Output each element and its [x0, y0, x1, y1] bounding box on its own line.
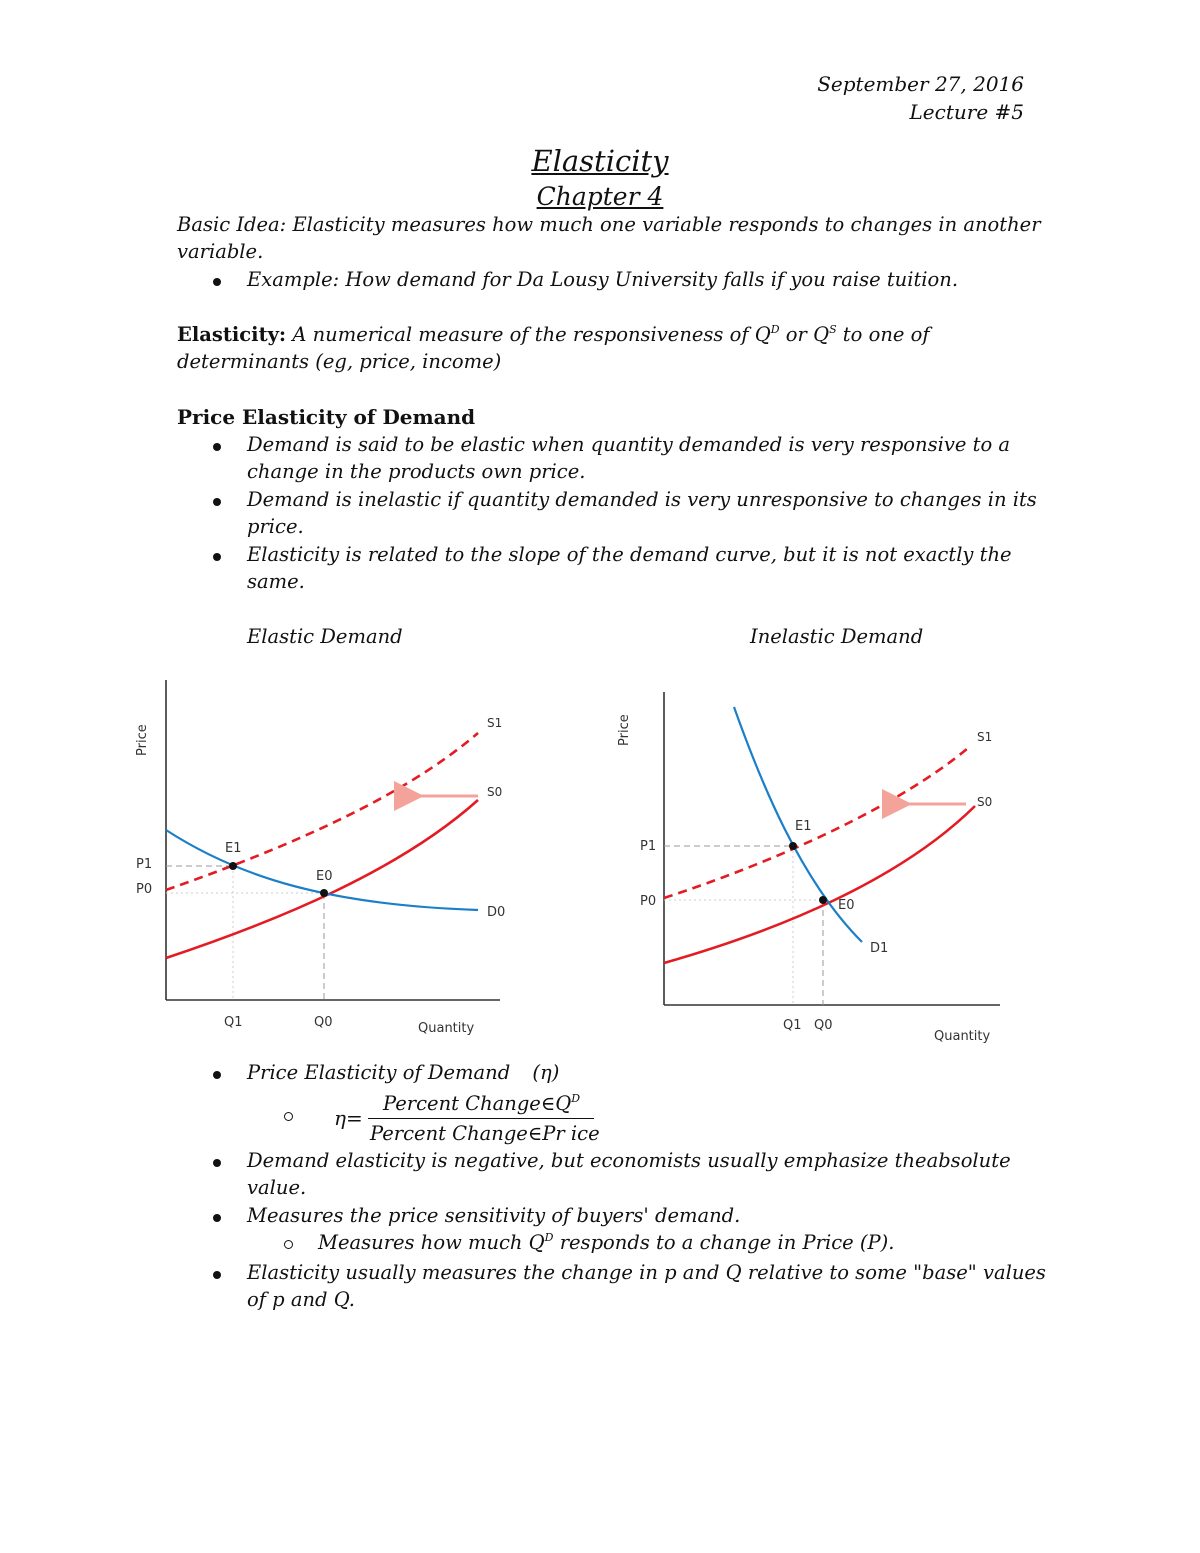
ped-bullet3-line1: Elasticity is related to the slope of the demand curve, but it is not exactly the [247, 543, 1012, 566]
x-axis-label: Quantity [934, 1029, 991, 1044]
ped-bullet2-line1: Demand is inelastic if quantity demanded is very unresponsive to changes in its [247, 488, 1037, 511]
tick-q0: Q0 [814, 1018, 833, 1033]
y-axis-label: Price [617, 714, 632, 746]
formula-bullet4-line2: of p and Q. [247, 1288, 355, 1311]
sub-text-b: responds to a change in Price (P). [553, 1231, 895, 1254]
page-title: Elasticity [531, 144, 669, 178]
label-e0: E0 [838, 898, 855, 913]
formula-denominator: Percent Change∈Pr ice [370, 1122, 600, 1145]
y-axis-label: Price [135, 724, 150, 756]
ped-bullet3-line2: same. [247, 570, 305, 593]
tick-p1: P1 [136, 857, 153, 872]
ped-formula-label: Price Elasticity of Demand [247, 1061, 511, 1084]
chapter-title: Chapter 4 [536, 182, 664, 211]
fraction-bar [368, 1118, 594, 1119]
formula-bullet3: Measures the price sensitivity of buyers' demand. [247, 1204, 741, 1227]
tick-p0: P0 [136, 882, 153, 897]
sub-text-a: Measures how much Q [318, 1231, 545, 1254]
sup-d: D [770, 323, 780, 336]
label-d0: D0 [487, 905, 506, 920]
ped-bullet2-line2: price. [247, 515, 304, 538]
formula-bullet4-line1: Elasticity usually measures the change in p and Q relative to some "base" values [247, 1261, 1046, 1284]
inelastic-demand-caption: Inelastic Demand [750, 625, 924, 648]
label-s0: S0 [487, 785, 503, 799]
series-s0 [664, 806, 975, 963]
point-e0 [819, 896, 827, 904]
elastic-chart [135, 680, 505, 1036]
label-s0: S0 [977, 795, 993, 809]
point-e0 [320, 889, 328, 897]
elastic-demand-caption: Elastic Demand [247, 625, 403, 648]
eta-equals: η= [334, 1106, 363, 1130]
bullet-icon [213, 1159, 221, 1167]
inelastic-chart [617, 692, 1000, 1044]
formula-bullet2-line2: value. [247, 1176, 307, 1199]
bullet-icon [213, 1271, 221, 1279]
point-e1 [789, 842, 797, 850]
tick-p0: P0 [640, 894, 657, 909]
formula-numerator [383, 1092, 580, 1115]
definition-text-b: or Q [779, 323, 830, 346]
lecture-date: September 27, 2016 [817, 72, 1024, 96]
lecture-number: Lecture #5 [909, 100, 1024, 124]
sub-sup: D [544, 1231, 554, 1244]
x-axis-label: Quantity [418, 1021, 475, 1036]
definition-text-a: A numerical measure of the responsiveness of Q [286, 323, 771, 346]
definition-text-c: to one of [836, 323, 930, 346]
example-text: Example: How demand for Da Lousy University falls if you raise tuition. [247, 268, 959, 291]
series-s1 [664, 748, 968, 898]
bullet-icon [213, 1214, 221, 1222]
label-s1: S1 [487, 716, 503, 730]
point-e1 [229, 862, 237, 870]
basic-idea-line1: Basic Idea: Elasticity measures how much one variable responds to changes in another [177, 213, 1041, 236]
definition-line2: determinants (eg, price, income) [177, 350, 502, 373]
label-e1: E1 [795, 819, 812, 834]
sub-bullet-icon [284, 1112, 293, 1121]
tick-p1: P1 [640, 839, 657, 854]
sup-s: S [829, 323, 837, 336]
tick-q0: Q0 [314, 1015, 333, 1030]
formula-bullet1 [247, 1061, 559, 1084]
eta-symbol: (η) [532, 1061, 560, 1084]
formula-bullet2-line1: Demand elasticity is negative, but economists usually emphasize theabsolute [247, 1149, 1011, 1172]
label-d1: D1 [870, 941, 889, 956]
sub-bullet-icon [284, 1240, 293, 1249]
label-e1: E1 [225, 841, 242, 856]
definition-term: Elasticity: [177, 323, 287, 346]
numerator-sup: D [571, 1092, 581, 1105]
formula-sub-bullet [318, 1231, 894, 1254]
numerator-text: Percent Change∈Q [383, 1092, 572, 1115]
series-s1 [166, 733, 478, 890]
basic-idea-line2: variable. [177, 240, 264, 263]
label-e0: E0 [316, 869, 333, 884]
bullet-icon [213, 1071, 221, 1079]
ped-bullet1-line1: Demand is said to be elastic when quantity demanded is very responsive to a [247, 433, 1011, 456]
tick-q1: Q1 [783, 1018, 802, 1033]
ped-heading: Price Elasticity of Demand [177, 405, 476, 429]
ped-bullet1-line2: change in the products own price. [247, 460, 586, 483]
label-s1: S1 [977, 730, 993, 744]
tick-q1: Q1 [224, 1015, 243, 1030]
